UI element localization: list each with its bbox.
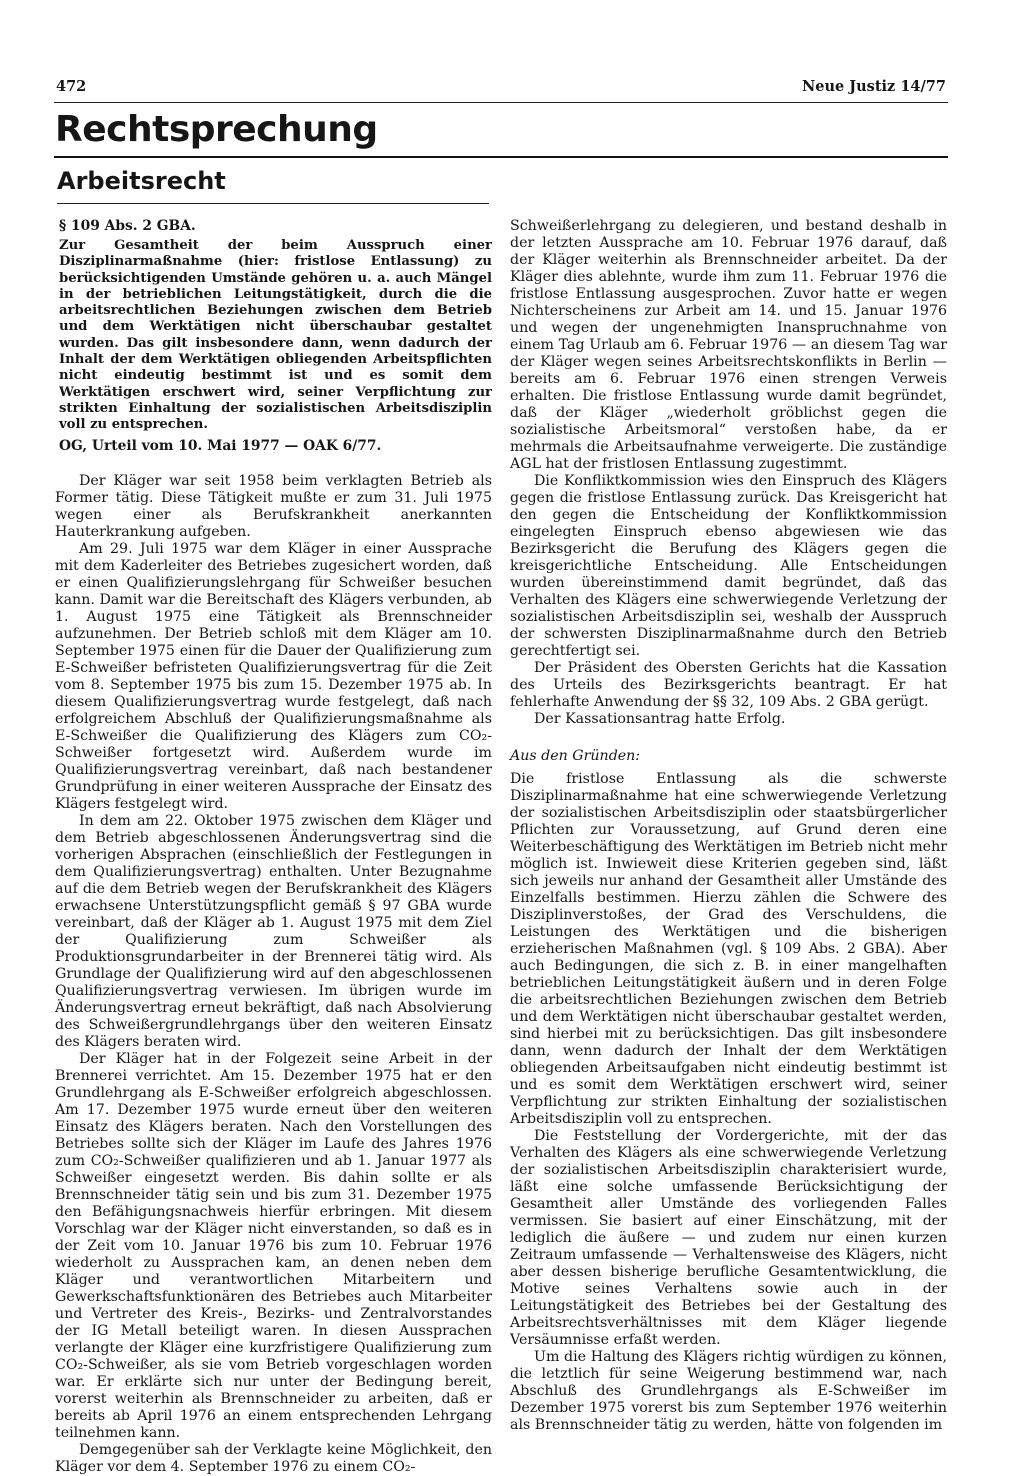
journal-issue: Neue Justiz 14/77 [801, 78, 946, 95]
paragraph: Schweißerlehrgang zu delegieren, und bestand deshalb in der letzten Aussprache am 10. Februar 1976 darauf, daß der Kläger weiterhin als Brennschneider arbeitet. Da der Kläger dies ablehnte, wurde ihm zum 11. Februar 1976 die fristlose Entlassung ausgesprochen. Zuvor hatte er wegen Nichterscheinens zur Arbeit am 14. und 15. Januar 1976 und wegen der ungenehmigten Inanspruchnahme von einem Tag Urlaub am 6. Februar 1976 — an diesem Tag war der Kläger wegen seines Arbeitsrechtskonflikts in Berlin — bereits am 6. Februar 1976 einen strengen Verweis erhalten. Die fristlose Entlassung wurde damit begründet, daß der Kläger „wiederholt gröblichst gegen die sozialistische Arbeitsmoral“ verstoßen habe, da er mehrmals die Arbeitsaufnahme verweigerte. Die zuständige AGL hat der fristlosen Entlassung zugestimmt. [510, 218, 947, 472]
paragraph: Am 29. Juli 1975 war dem Kläger in einer Aussprache mit dem Kaderleiter des Betriebes zugesichert worden, daß er einen Qualifizierungslehrgang für Schweißer besuchen kann. Damit war die Bereitschaft des Klägers verbunden, ab 1. August 1975 eine Tätigkeit als Brennschneider aufzunehmen. Der Betrieb schloß mit dem Kläger am 10. September 1975 einen für die Dauer der Qualifizierung zum E-Schweißer befristeten Qualifizierungsvertrag für die Zeit vom 8. September 1975 bis zum 15. Dezember 1975 ab. In diesem Qualifizierungsvertrag wurde festgelegt, daß nach erfolgreichem Abschluß der Qualifizierungsmaßnahme als E-Schweißer die Qualifizierung des Klägers zum CO₂-Schweißer fortgesetzt wird. Außerdem wurde im Qualifizierungsvertrag vereinbart, daß nach bestandener Grundprüfung in einer weiteren Aussprache der Einsatz des Klägers festgelegt wird. [55, 540, 492, 812]
section-title: Rechtsprechung [55, 109, 378, 150]
paragraph: Die Konfliktkommission wies den Einspruch des Klägers gegen die fristlose Entlassung zurück. Das Kreisgericht hat den gegen die Entscheidung der Konfliktkommission eingelegten Einspruch ebenso abgewiesen wie das Bezirksgericht die Berufung des Klägers gegen die kreisgerichtliche Entscheidung. Alle Entscheidungen wurden übereinstimmend damit begründet, daß das Verhalten des Klägers eine schwerwiegende Verletzung der sozialistischen Arbeitsdisziplin sei, weshalb der Ausspruch der schwersten Disziplinarmaßnahme durch den Betrieb gerechtfertigt sei. [510, 473, 947, 659]
headnote-citation: § 109 Abs. 2 GBA. [59, 218, 196, 234]
page-number: 472 [56, 78, 87, 95]
subsection-title: Arbeitsrecht [57, 167, 226, 195]
left-column [55, 218, 492, 1476]
paragraph: Um die Haltung des Klägers richtig würdigen zu können, die letztlich für seine Weigerung bestimmend war, nach Abschluß des Grundlehrgangs als E-Schweißer im Dezember 1975 vorerst bis zum September 1976 weiterhin als Brennschneider tätig zu werden, hätte von folgenden im [510, 1349, 947, 1433]
decision-reference: OG, Urteil vom 10. Mai 1977 — OAK 6/77. [59, 437, 382, 454]
section-rule [54, 156, 948, 158]
running-header [54, 78, 948, 103]
headnote [55, 218, 492, 455]
subsection-rule [57, 203, 489, 204]
paragraph: Der Kassationsantrag hatte Erfolg. [534, 711, 786, 727]
paragraph: Die Feststellung der Vordergerichte, mit der das Verhalten des Klägers als eine schwerwiegende Verletzung der sozialistischen Arbeitsdisziplin charakterisiert wurde, läßt eine solche umfassende Berücksichtigung der Gesamtheit aller Umstände des vorliegenden Falles vermissen. Sie basiert auf einer Einschätzung, mit der lediglich die äußere — und zudem nur einen kurzen Zeitraum umfassende — Verhaltensweise des Klägers, nicht aber dessen bisherige berufliche Gesamtentwicklung, die Motive seines Verhaltens sowie auch in der Leitungstätigkeit des Betriebes bei der Gestaltung des Arbeitsrechtsverhältnisses mit dem Kläger liegende Versäumnisse erfaßt werden. [510, 1128, 947, 1348]
paragraph: Der Präsident des Obersten Gerichts hat die Kassation des Urteils des Bezirksgerichts beantragt. Er hat fehlerhafte Anwendung der §§ 32, 109 Abs. 2 GBA gerügt. [510, 660, 947, 710]
headnote-lead: Zur Gesamtheit der beim Ausspruch einer Disziplinarmaßnahme (hier: fristlose Entlassung) zu berücksichtigenden Umstände gehören u. a. auch Mängel in der betrieblichen Leitungstätigkeit, durch die die arbeitsrechtlichen Beziehungen zwischen dem Betrieb und dem Werktätigen nicht überschaubar gestaltet wurden. Das gilt insbesondere dann, wenn dadurch der Inhalt der dem Werktätigen obliegenden Arbeitspflichten nicht eindeutig bestimmt ist und es somit dem Werktätigen erschwert wird, seiner Verpflichtung zur strikten Einhaltung der sozialistischen Arbeitsdisziplin voll zu entsprechen. [59, 238, 492, 433]
paragraph: Der Kläger hat in der Folgezeit seine Arbeit in der Brennerei verrichtet. Am 15. Dezember 1975 hat er den Grundlehrgang als E-Schweißer erfolgreich abgeschlossen. Am 17. Dezember 1975 wurde erneut über den weiteren Einsatz des Klägers beraten. Nach den Vorstellungen des Betriebes sollte sich der Kläger im Laufe des Jahres 1976 zum CO₂-Schweißer qualifizieren und ab 1. Januar 1977 als Schweißer eingesetzt werden. Bis dahin sollte er als Brennschneider tätig sein und bis zum 31. Dezember 1975 den Befähigungsnachweis hierfür erbringen. Mit diesem Vorschlag war der Kläger nicht einverstanden, so daß es in der Zeit vom 10. Januar 1976 bis zum 10. Februar 1976 wiederholt zu Aussprachen kam, an denen neben dem Kläger und verantwortlichen Mitarbeitern und Gewerkschaftsfunktionären des Betriebes auch Mitarbeiter und Vertreter des Kreis-, Bezirks- und Zentralvorstandes der IG Metall beteiligt waren. In diesen Aussprachen verlangte der Kläger eine kurzfristigere Qualifizierung zum CO₂-Schweißer, als sie vom Betrieb vorgeschlagen worden war. Er erklärte sich nur unter der Bedingung bereit, vorerst weiterhin als Brennschneider zu arbeiten, daß er bereits ab April 1976 an einem entsprechenden Lehrgang teilnehmen kann. [55, 1050, 492, 1441]
grounds-heading: Aus den Gründen: [510, 748, 641, 764]
right-column [510, 218, 947, 1434]
paragraph: Demgegenüber sah der Verklagte keine Möglichkeit, den Kläger vor dem 4. September 1976 zu einem CO₂- [55, 1441, 492, 1475]
paragraph: Die fristlose Entlassung als die schwerste Disziplinarmaßnahme hat eine schwerwiegende Verletzung der sozialistischen Arbeitsdisziplin oder staatsbürgerlicher Pflichten zur Voraussetzung, auf Grund deren eine Weiterbeschäftigung des Werktätigen im Betrieb nicht mehr möglich ist. Inwieweit diese Kriterien gegeben sind, läßt sich jeweils nur anhand der Gesamtheit aller Umstände des Einzelfalls bestimmen. Hierzu zählen die Schwere des Disziplinverstoßes, der Grad des Verschuldens, die Leistungen des Werktätigen und die bisherigen erzieherischen Maßnahmen (vgl. § 109 Abs. 2 GBA). Aber auch Bedingungen, die sich z. B. in einer mangelhaften betrieblichen Leitungstätigkeit äußern und in deren Folge die arbeitsrechtlichen Beziehungen zwischen dem Betrieb und dem Werktätigen nicht überschaubar gestaltet werden, sind hierbei mit zu berücksichtigen. Das gilt insbesondere dann, wenn dadurch der Inhalt der dem Werktätigen obliegenden Arbeitsaufgaben nicht eindeutig bestimmt ist und es somit dem Werktätigen erschwert wird, seiner Verpflichtung zur strikten Einhaltung der sozialistischen Arbeitsdisziplin voll zu entsprechen. [510, 771, 947, 1127]
paragraph: Der Kläger war seit 1958 beim verklagten Betrieb als Former tätig. Diese Tätigkeit mußte er zum 31. Juli 1975 wegen einer als Berufskrankheit anerkannten Hauterkrankung aufgeben. [55, 472, 492, 540]
paragraph: In dem am 22. Oktober 1975 zwischen dem Kläger und dem Betrieb abgeschlossenen Änderungsvertrag sind die vorherigen Absprachen (einschließlich der Festlegungen in dem Qualifizierungsvertrag) enthalten. Unter Bezugnahme auf die dem Betrieb wegen der Berufskrankheit des Klägers erwachsene Unterstützungspflicht gemäß § 97 GBA wurde vereinbart, daß der Kläger ab 1. August 1975 mit dem Ziel der Qualifizierung zum Schweißer als Produktionsgrundarbeiter in der Brennerei tätig wird. Als Grundlage der Qualifizierung wird auf den abgeschlossenen Qualifizierungsvertrag verwiesen. Im übrigen wurde im Änderungsvertrag erneut bekräftigt, daß nach Absolvierung des Schweißergrundlehrgangs über den weiteren Einsatz des Klägers beraten wird. [55, 812, 492, 1050]
